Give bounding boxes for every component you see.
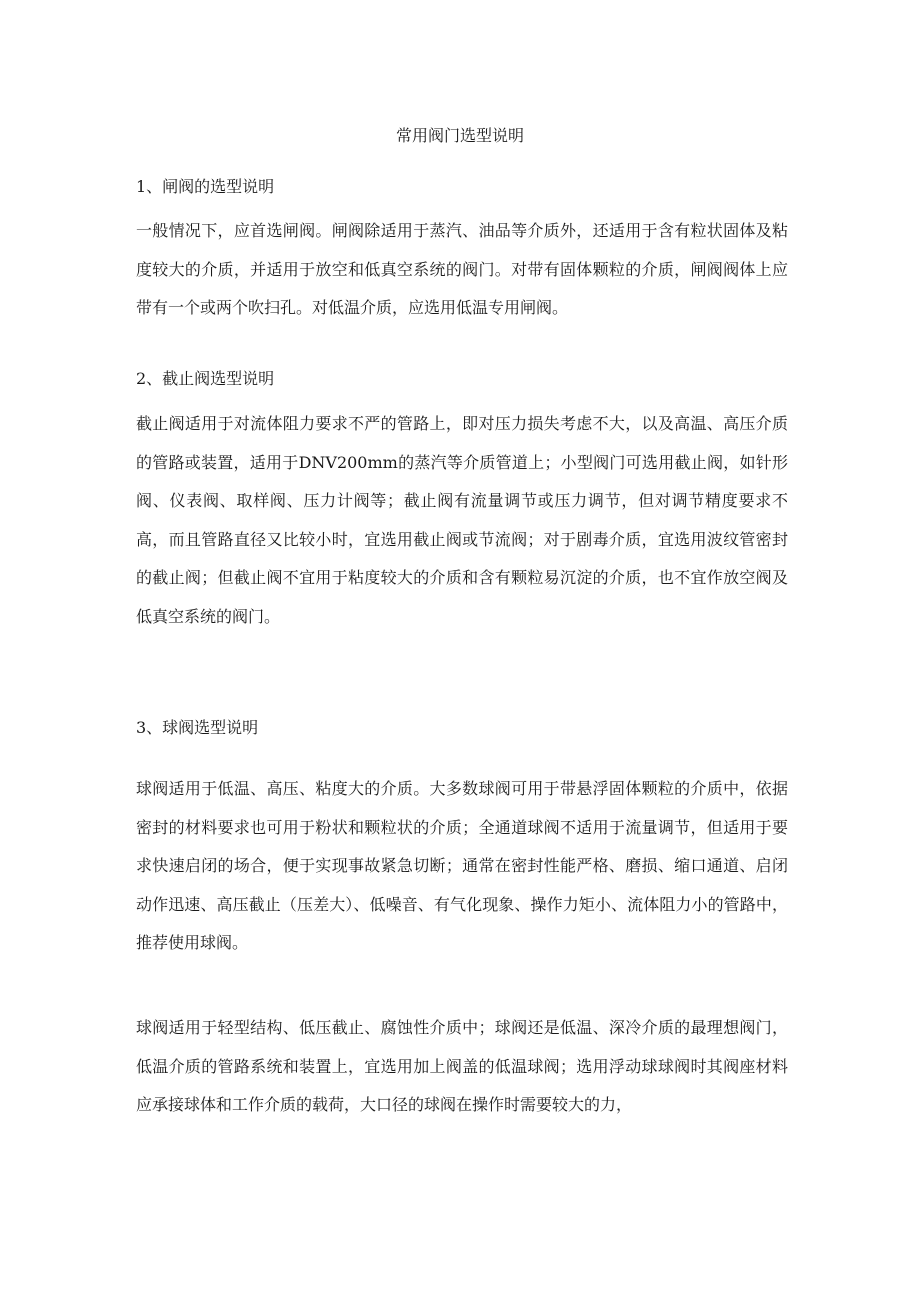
paragraph-ball-valve-1: 球阀适用于低温、高压、粘度大的介质。大多数球阀可用于带悬浮固体颗粒的介质中，依据密封的材料要求也可用于粉状和颗粒状的介质；全通道球阀不适用于流量调节，但适用于要求快速启闭的场合，便于实现事故紧急切断；通常在密封性能严格、磨损、缩口通道、启闭动作迅速、高压截止（压差大）、低噪音、有气化现象、操作力矩小、流体阻力小的管路中，推荐使用球阀。 [136, 779, 788, 953]
paragraph-globe-valve: 截止阀适用于对流体阻力要求不严的管路上，即对压力损失考虑不大，以及高温、高压介质的管路或装置，适用于DNV200mm的蒸汽等介质管道上；小型阀门可选用截止阀，如针形阀、仪表阀、取样阀、压力计阀等；截止阀有流量调节或压力调节，但对调节精度要求不高，而且管路直径又比较小时，宜选用截止阀或节流阀；对于剧毒介质，宜选用波纹管密封的截止阀；但截止阀不宜用于粘度较大的介质和含有颗粒易沉淀的介质，也不宜作放空阀及低真空系统的阀门。 [136, 414, 788, 626]
section-heading-globe-valve: 2、截止阀选型说明 [136, 369, 275, 388]
document-title: 常用阀门选型说明 [395, 126, 524, 145]
section-heading-ball-valve: 3、球阀选型说明 [136, 718, 259, 737]
section-heading-gate-valve: 1、闸阀的选型说明 [136, 177, 275, 196]
paragraph-ball-valve-2: 球阀适用于轻型结构、低压截止、腐蚀性介质中；球阀还是低温、深冷介质的最理想阀门，低温介质的管路系统和装置上，宜选用加上阀盖的低温球阀；选用浮动球球阀时其阀座材料应承接球体和工作介质的载荷，大口径的球阀在操作时需要较大的力， [136, 1018, 788, 1115]
paragraph-gate-valve: 一般情况下，应首选闸阀。闸阀除适用于蒸汽、油品等介质外，还适用于含有粒状固体及粘度较大的介质，并适用于放空和低真空系统的阀门。对带有固体颗粒的介质，闸阀阀体上应带有一个或两个吹扫孔。对低温介质，应选用低温专用闸阀。 [136, 221, 788, 318]
